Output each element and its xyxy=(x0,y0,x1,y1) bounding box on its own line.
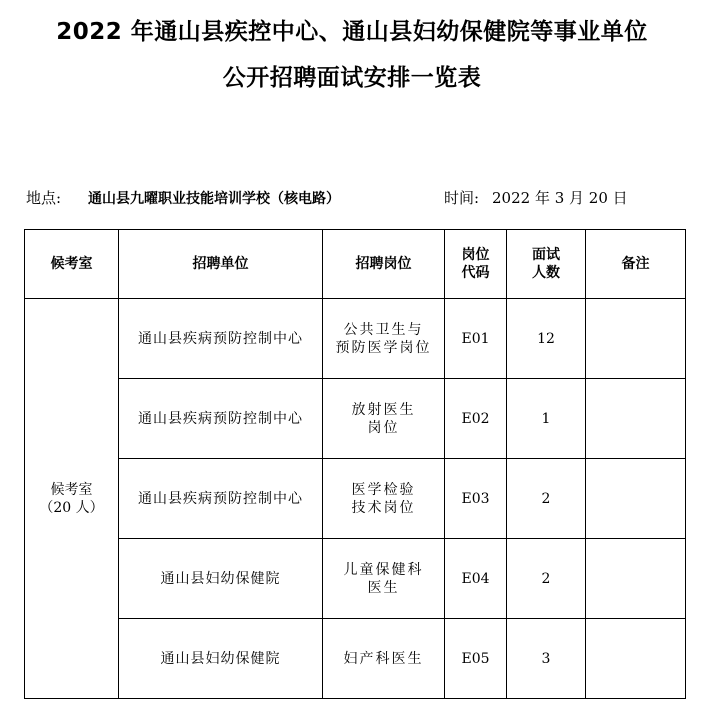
document-title-line2: 公开招聘面试安排一览表 xyxy=(222,65,482,91)
cell-count: 12 xyxy=(507,299,586,379)
cell-position-line1: 妇产科医生 xyxy=(343,650,424,667)
cell-code: E02 xyxy=(445,379,507,459)
cell-unit: 通山县疾病预防控制中心 xyxy=(119,379,323,459)
cell-position xyxy=(323,619,445,699)
location-label: 地点: xyxy=(26,189,62,207)
cell-unit: 通山县妇幼保健院 xyxy=(119,539,323,619)
cell-remark xyxy=(586,619,686,699)
cell-count: 3 xyxy=(507,619,586,699)
document-title-line1: 2022 年通山县疾控中心、通山县妇幼保健院等事业单位 xyxy=(56,19,648,45)
table-header-row xyxy=(25,230,686,299)
table-row xyxy=(25,459,686,539)
cell-position-line1: 儿童保健科 xyxy=(343,561,424,578)
cell-unit: 通山县疾病预防控制中心 xyxy=(119,459,323,539)
cell-position-line2: 医生 xyxy=(367,579,400,596)
table-row xyxy=(25,299,686,379)
table-row xyxy=(25,379,686,459)
cell-code: E05 xyxy=(445,619,507,699)
cell-remark xyxy=(586,459,686,539)
cell-position-line1: 公共卫生与 xyxy=(343,321,424,338)
cell-position xyxy=(323,299,445,379)
cell-position-line2: 预防医学岗位 xyxy=(335,339,432,356)
cell-position xyxy=(323,459,445,539)
cell-code: E04 xyxy=(445,539,507,619)
cell-code: E03 xyxy=(445,459,507,539)
header-unit: 招聘单位 xyxy=(119,230,323,299)
header-room: 候考室 xyxy=(25,230,119,299)
table-row xyxy=(25,539,686,619)
cell-remark xyxy=(586,299,686,379)
header-count-line1: 面试 xyxy=(532,247,560,263)
location-value: 通山县九曜职业技能培训学校（核电路） xyxy=(88,191,340,207)
time-label: 时间: xyxy=(444,189,480,207)
cell-unit: 通山县妇幼保健院 xyxy=(119,619,323,699)
cell-count: 2 xyxy=(507,539,586,619)
interview-schedule-table xyxy=(24,229,686,699)
waiting-room-capacity: （20 人） xyxy=(39,499,104,516)
time-value: 2022 年 3 月 20 日 xyxy=(492,189,628,207)
cell-code: E01 xyxy=(445,299,507,379)
cell-unit: 通山县疾病预防控制中心 xyxy=(119,299,323,379)
waiting-room-cell xyxy=(25,299,119,699)
cell-position-line2: 岗位 xyxy=(367,419,400,436)
cell-position xyxy=(323,539,445,619)
header-remark: 备注 xyxy=(586,230,686,299)
cell-remark xyxy=(586,379,686,459)
table-row xyxy=(25,619,686,699)
header-count-line2: 人数 xyxy=(532,265,560,281)
cell-remark xyxy=(586,539,686,619)
cell-count: 2 xyxy=(507,459,586,539)
cell-count: 1 xyxy=(507,379,586,459)
cell-position-line1: 放射医生 xyxy=(351,401,416,418)
header-position: 招聘岗位 xyxy=(323,230,445,299)
cell-position-line2: 技术岗位 xyxy=(351,499,416,516)
header-code-line1: 岗位 xyxy=(461,247,490,263)
header-code-line2: 代码 xyxy=(461,265,490,281)
waiting-room-name: 候考室 xyxy=(50,481,93,498)
cell-position-line1: 医学检验 xyxy=(351,481,416,498)
cell-position xyxy=(323,379,445,459)
header-code xyxy=(445,230,507,299)
header-count xyxy=(507,230,586,299)
